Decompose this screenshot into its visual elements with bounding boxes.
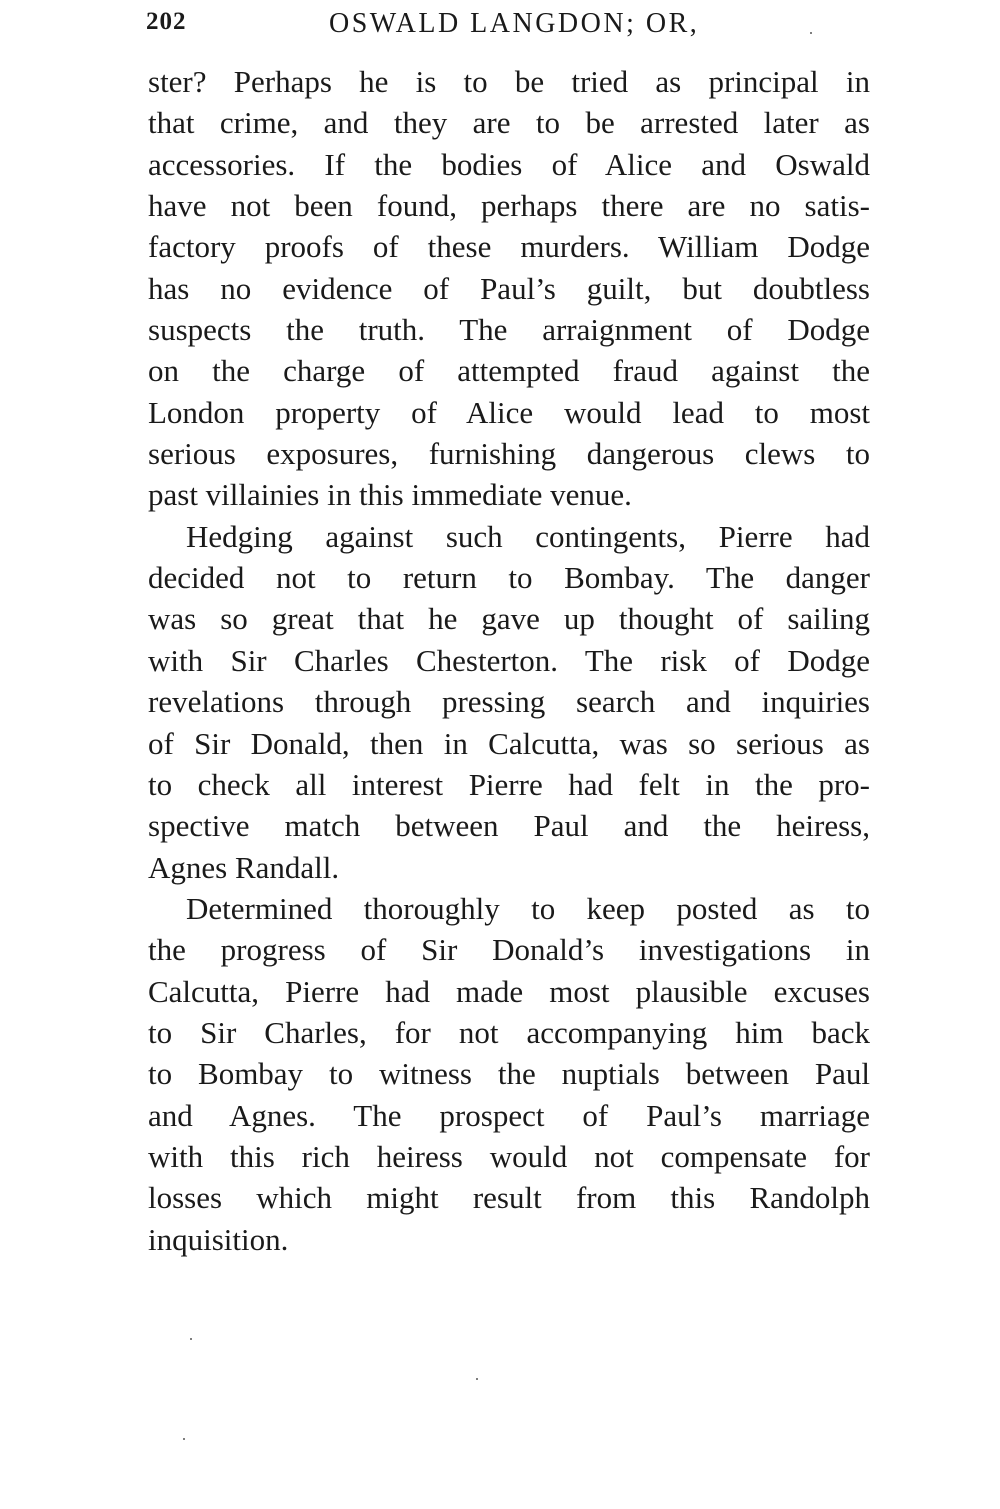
page-number: 202 bbox=[146, 8, 187, 35]
text-line: factory proofs of these murders. William Dodge bbox=[148, 229, 870, 265]
text-line: was so great that he gave up thought of sailing bbox=[148, 601, 870, 637]
text-line: have not been found, perhaps there are no satis- bbox=[148, 188, 870, 224]
text-line: spective match between Paul and the heiress, bbox=[148, 808, 870, 844]
paragraph-first-line: Determined thoroughly to keep posted as to bbox=[186, 890, 870, 926]
text-line: decided not to return to Bombay. The danger bbox=[148, 560, 870, 596]
text-line: past villainies in this immediate venue. bbox=[148, 477, 632, 513]
text-line: serious exposures, furnishing dangerous clews to bbox=[148, 436, 870, 472]
running-header bbox=[146, 8, 870, 48]
text-line: on the charge of attempted fraud against the bbox=[148, 353, 870, 389]
scan-speck bbox=[183, 1438, 185, 1440]
text-line: inquisition. bbox=[148, 1221, 289, 1257]
text-line: Agnes Randall. bbox=[148, 849, 340, 885]
text-line: accessories. If the bodies of Alice and Oswald bbox=[148, 146, 870, 182]
text-line: to check all interest Pierre had felt in the pro- bbox=[148, 766, 870, 802]
text-line: ster? Perhaps he is to be tried as principal in bbox=[148, 64, 870, 99]
text-line: and Agnes. The prospect of Paul’s marriage bbox=[148, 1097, 870, 1133]
running-title: OSWALD LANGDON; OR, bbox=[329, 8, 700, 39]
text-line: revelations through pressing search and inquiries bbox=[148, 684, 870, 720]
scan-speck bbox=[476, 1378, 478, 1380]
text-line: with Sir Charles Chesterton. The risk of Dodge bbox=[148, 642, 870, 678]
text-line: has no evidence of Paul’s guilt, but doubtless bbox=[148, 270, 870, 306]
text-line: losses which might result from this Randolph bbox=[148, 1180, 870, 1216]
paragraph-first-line: Hedging against such contingents, Pierre had bbox=[186, 518, 870, 554]
text-line: of Sir Donald, then in Calcutta, was so serious as bbox=[148, 725, 870, 761]
text-line: to Bombay to witness the nuptials between Paul bbox=[148, 1056, 870, 1092]
text-line: with this rich heiress would not compensate for bbox=[148, 1138, 870, 1174]
text-line: London property of Alice would lead to most bbox=[148, 394, 870, 430]
text-line: to Sir Charles, for not accompanying him back bbox=[148, 1014, 870, 1050]
body-text bbox=[148, 61, 870, 1260]
text-line: suspects the truth. The arraignment of Dodge bbox=[148, 312, 870, 348]
text-line: Calcutta, Pierre had made most plausible excuses bbox=[148, 973, 870, 1009]
text-line: that crime, and they are to be arrested later as bbox=[148, 105, 870, 141]
text-line: the progress of Sir Donald’s investigations in bbox=[148, 932, 870, 968]
scan-speck bbox=[810, 32, 812, 34]
scan-speck bbox=[190, 1338, 192, 1340]
